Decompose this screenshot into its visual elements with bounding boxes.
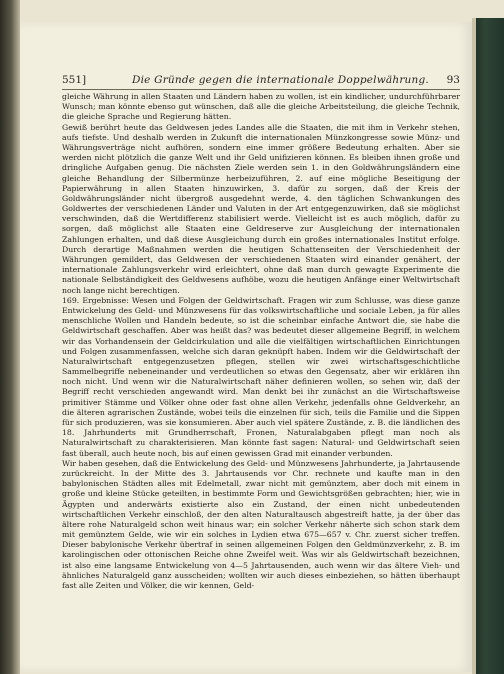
running-title: Die Gründe gegen die internationale Doppelwährung.: [132, 74, 429, 86]
running-header: [62, 74, 460, 88]
book-cover-edge-right: [472, 18, 504, 674]
book-spine-left: [0, 0, 20, 674]
body-text: [62, 92, 460, 640]
paragraph-section-169: 169. Ergebnisse: Wesen und Folgen der Geldwirtschaft. Fragen wir zum Schlusse, was diese ganze Entwickelung des Geld- und Münzwesens für das volkswirtschaftliche und sociale Leben, ja für alles menschliche Wollen und Handeln bedeute, so ist die scheinbar einfache Antwort die, sie habe die Geldwirtschaft geschaffen. Aber was heißt das? was bedeutet dieser allgemeine Begriff, in welchem wir das Vorhandensein der Geldcirkulation und alle die vielfältigen wirtschaftlichen Einrichtungen und Folgen zusammenfassen, welche sich daran geknüpft haben. Indem wir die Geldwirtschaft der Naturalwirtschaft entgegenzusetzen pflegen, stellen wir zwei wirtschaftsgeschichtliche Sammelbegriffe nebeneinander und verdeutlichen so etwas den Gegensatz, aber wir erklären ihn noch nicht. Und wenn wir die Naturalwirtschaft näher definieren wollen, so sehen wir, daß der Begriff recht verschieden angewandt wird. Man denkt bei ihr zunächst an die Wirtschaftsweise primitiver Stämme und Völker ohne oder fast ohne allen Verkehr, jedenfalls ohne Geldverkehr, an die älteren agrarischen Zustände, wobei teils die einzelnen für sich, teils die Familie und die Sippen für sich produzieren, was sie konsumieren. Aber auch viel spätere Zustände, z. B. die ländlichen des 18. Jahrhunderts mit Grundherrschaft, Fronen, Naturalabgaben pflegt man noch als Naturalwirtschaft zu charakterisieren. Man könnte fast sagen: Natural- und Geldwirtschaft seien fast überall, auch heute noch, bis auf einen gewissen Grad mit einander verbunden.: [62, 295, 460, 458]
page-number-right: 93: [446, 74, 460, 86]
header-rule: [62, 89, 460, 90]
page-number-left: 551]: [62, 74, 87, 86]
paragraph: Gewiß berührt heute das Geldwesen jedes Landes alle die Staaten, die mit ihm in Verkehr stehen, aufs tiefste. Und deshalb werden in Zukunft die internationalen Münzkongresse sowie Münz- und Währungsverträge nicht aufhören, sondern eine immer größere Bedeutung erhalten. Aber sie werden nicht plötzlich die ganze Welt und ihr Geld unifizieren können. Es bleiben ihnen große und dringliche Aufgaben genug. Die nächsten Ziele werden sein 1. in den Goldwährungsländern eine gleiche Behandlung der Silbermünze herbeizuführen, 2. auf eine mögliche Beseitigung der Papierwährung in allen Staaten hinzuwirken, 3. dafür zu sorgen, daß der Kreis der Goldwährungsländer nicht übergroß ausgedehnt werde, 4. den täglichen Schwankungen des Goldwertes der verschiedenen Länder und Valuten in der Art entgegenzuwirken, daß sie möglichst verschwinden, daß die Wertdifferenz stabilisiert werde. Vielleicht ist es auch möglich, dafür zu sorgen, daß möglichst alle Staaten eine Geldreserve zur Ausgleichung der internationalen Zahlungen erhalten, und daß diese Ausgleichung durch ein großes internationales Institut erfolge. Durch derartige Maßnahmen werden die heutigen Schattenseiten der Verschiedenheit der Währungen gemildert, das Geldwesen der verschiedenen Staaten wird einander genähert, der internationale Zahlungsverkehr wird erleichtert, ohne daß man durch gewagte Experimente die nationale Selbständigkeit des Geldwesens aufhöbe, wozu die heutigen Anfänge einer Weltwirtschaft noch lange nicht berechtigen.: [62, 122, 460, 295]
paragraph-continuation: gleiche Währung in allen Staaten und Ländern haben zu wollen, ist ein kindlicher, undurchführbarer Wunsch; man könnte ebenso gut wünschen, daß alle die gleiche Arbeitsteilung, die gleiche Technik, die gleiche Sprache und Regierung hätten.: [62, 92, 460, 122]
paragraph: Wir haben gesehen, daß die Entwickelung des Geld- und Münzwesens Jahrhunderte, ja Jahrtausende zurückreicht. In der Mitte des 3. Jahrtausends vor Chr. rechnete und kaufte man in den babylonischen Städten alles mit Edelmetall, zwar nicht mit gemünztem, aber doch mit einem in große und kleine Stücke geteilten, in bestimmte Form und Gewichtsgrößen gebrachten; hier, wie in Ägypten und anderwärts existierte also ein Zustand, der einen nicht unbedeutenden wirtschaftlichen Verkehr einschloß, der den alten Naturaltausch abgestreift hatte, ja der über das ältere rohe Naturalgeld schon weit hinaus war; ein solcher Verkehr näherte sich schon stark dem mit gemünztem Gelde, wie wir ein solches in Lydien etwa 675—657 v. Chr. zuerst sicher treffen. Dieser babylonische Verkehr übertraf in seinen allgemeinen Folgen den Geldmünzverkehr, z. B. im karolingischen oder ottonischen Reiche ohne Zweifel weit. Was wir als Geldwirtschaft bezeichnen, ist also eine langsame Entwickelung von 4—5 Jahrtausenden, auch wenn wir das ältere Vieh- und ähnliches Naturalgeld ganz ausscheiden; wollten wir auch dieses einbeziehen, so hätten überhaupt fast alle Zeiten und Völker, die wir kennen, Geld-: [62, 458, 460, 590]
